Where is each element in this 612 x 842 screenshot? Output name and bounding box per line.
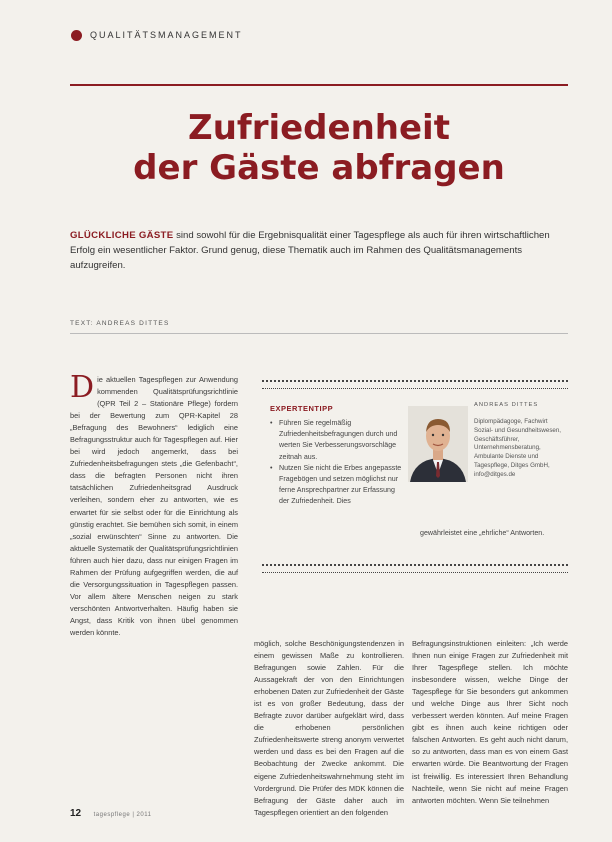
expert-tip-box [262,380,568,570]
body-column-3: Befragungsinstruktionen einleiten: „Ich werde Ihnen nun einige Fragen zur Zufriedenheit mit Ihrer Tagespflege stellen. Ich möchte insbesondere wissen, welche Dinge der Tagespflege für Sie besonders gut ankommen und welche Dinge aus Ihrer Sicht noch verbessert werden könnten. Auf meine Fragen gibt es ihnen auch keine richtigen oder falschen Antworten. Es geht auch nicht darum, so zu antworten, dass man es von einem Gast erwarten würde. Die Beantwortung der Fragen ist freiwillig. Es interessiert Ihren Behandlung Nachteile, wenn Sie nicht auf meine Fragen antworten möchten. Wenn Sie teilnehmen [412,639,568,805]
byline: TEXT: ANDREAS DITTES [70,320,170,327]
tip-item: • Nutzen Sie nicht die Erbes angepasste Fragebögen und setzen möglichst nur ferne Ansprechpartner zur Erfassung der Zufriedenheit. Dies [270,463,406,508]
body-column-2: möglich, solche Beschönigungstendenzen in einem gewissen Maße zu kontrollieren. Befragungen sowie Zahlen. Für die Aussagekraft der von den Einrichtungen erhobenen Daten zur Zufriedenheit der Gäste ist es von großer Bedeutung, dass der Befragte zuvor darüber aufgeklärt wird, dass die erhobenen persönlichen Zufriedenheitswerte streng anonym verwertet werden und dass es bei den Fragen auf die Beobachtung der Zwecke ankommt. Die eigene Zufriedenheitswahrnehmung steht im Vordergrund. Die Prüfer des MDK können die Befragung der Gäste daher auch im Tagespflegen orientiert an den folgenden [254,639,404,817]
tip-title: EXPERTENTIPP [270,404,334,413]
tip-top-border [262,380,568,389]
article-headline [70,108,568,188]
page-footer [70,808,151,819]
page-number: 12 [70,808,82,819]
section-bullet-icon [71,30,82,41]
intro-text: sind sowohl für die Ergebnisqualität einer Tagespflege als auch für ihren wirtschaftlichen Erfolg ein wesentlicher Faktor. Grund genug, diese Thematik auch im Rahmen des Qualitätsmanagements aufzugreifen. [70,230,550,271]
intro-lead: GLÜCKLICHE GÄSTE [70,230,174,241]
magazine-name: tagespflege | 2011 [93,812,152,818]
tip-item: • Führen Sie regelmäßig Zufriedenheitsbefragungen durch und werten Sie Verbesserungsvorschläge zeitnah aus. [270,418,406,463]
tip-continuation: gewährleistet eine „ehrliche“ Antworten. [420,529,545,537]
headline-line-2: der Gäste abfragen [133,148,505,188]
tip-bottom-border [262,564,568,573]
author-bio: Diplompädagoge, Fachwirt Sozial- und Gesundheitswesen, Geschäftsführer, Unternehmensberatung, Ambulante Dienste und Tagespflege, Ditges GmbH, info@ditges.de [474,418,562,478]
header-rule [70,84,568,86]
author-photo [408,406,468,482]
byline-rule [70,333,568,334]
article-intro [70,228,568,273]
section-label: QUALITÄTSMANAGEMENT [90,30,243,40]
headline-line-1: Zufriedenheit [188,108,450,148]
author-name: ANDREAS DITTES [474,402,539,408]
tip-list [270,418,406,508]
drop-cap: D [70,370,95,405]
body-column-1-text: ie aktuellen Tagespflegen zur Anwendung kommenden Qualitätsprüfungsrichtlinie (QPR Teil 2 – Stationäre Pflege) fordern bei der Bewertung zum QPR-Kapitel 28 „Befragung des Bewohners“ lediglich eine Befragungsstruktur auch für Tagespflegen auf. Hier bei wird jedoch angemerkt, dass bei Zufriedenheitsbefragungen stets „die Gefenbacht“, dass die befragten Personen nicht ihren tatsächlichen Zufriedenheitsgrad Ausdruck verleihen, sondern eher zu antworten, wie es erwartet für sie selbst oder für die Einrichtung als günstig erachtet. Sie bemühen sich somit, in einem „sozial erwünschten“ Sinne zu antworten. Die aktuelle Systematik der Qualitätsprüfungsrichtlinien führen auch hier dazu, dass nur einigen Fragen im Rahmen der Prüfung aufgegriffen werden, die auf die Versorgungssituation in Tagespflegen passen. Vor allem ältere Menschen neigen zu stark verschönten Antwortverhalten. Häufig haben sie Angst, dass Kritik von ihnen übel genommen werden könnte. [70,375,238,637]
body-column-1 [70,370,238,639]
